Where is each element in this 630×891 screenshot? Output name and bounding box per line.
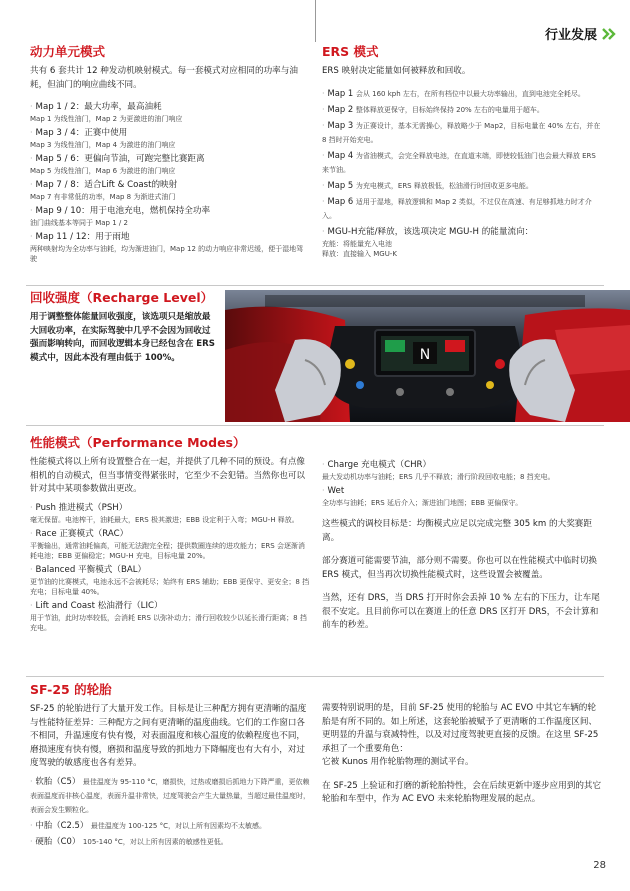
ers-mode-desc: 会从 160 kph 左右，在所有档位中以最大功率输出，直到电池完全耗尽。 bbox=[355, 89, 585, 98]
recharge-title: 回收强度（Recharge Level） bbox=[30, 290, 214, 305]
performance-intro: 性能模式将以上所有设置整合在一起，并提供了几种不同的预设。有点像相机的自动模式，但当事情变得紧张时，它至少不会犯错。当然你也可以针对其中某项参数做出更改。 bbox=[30, 457, 306, 494]
tyres-list bbox=[30, 775, 310, 849]
tyre-desc: 最佳温度为 95-110 °C，磨损快，过热或磨损后抓地力下降严重，更依赖表面温度而非核心温度，表面升温非常快，过度驾驶会产生大量热量，当超过最佳温度时，表面会发生颗粒化。 bbox=[30, 777, 310, 814]
tyre-item: · 软胎（C5） 最佳温度为 95-110 °C，磨损快，过热或磨损后抓地力下降严重，更依赖表面温度而非核心温度，表面升温非常快，过度驾驶会产生大量热量，当超过最佳温度时，表面会发生颗粒化。 bbox=[30, 775, 310, 814]
ers-mode-item: · Map 1 会从 160 kph 左右，在所有档位中以最大功率输出，直到电池完全耗尽。 bbox=[322, 87, 585, 98]
tyres-para1: SF-25 的轮胎进行了大量开发工作。目标是让三种配方拥有更清晰的温度与性能特征差异：三种配方之间有更清晰的温度曲线。它们的工作窗口各不相同，升温速度有快有慢，对表面温度和核心温度的依赖程度也不同，磨损速度有快有慢，磨损和温度导致的抓地力下降幅度也有大有小，对过度驾驶的敏感度也各有差异。 bbox=[30, 704, 307, 768]
svg-text:N: N bbox=[419, 347, 431, 363]
performance-mode-desc: 全功率与油耗；ERS 延后介入；渐进油门地图；EBB 更偏保守。 bbox=[322, 499, 523, 507]
tyres-para2: 需要特别说明的是，目前 SF-25 使用的轮胎与 AC EVO 中其它车辆的轮胎是有所不同的。如上所述，这套轮胎被赋予了更清晰的工作温度区间、更明显的升温与衰减特性，以及对过度驾驶更直接的反馈。在这里 SF-25 承担了一个重要角色： 它被 Kunos 用作轮胎物理的测试平台。 bbox=[322, 703, 599, 767]
performance-right bbox=[322, 456, 604, 633]
performance-mode-desc: 平衡输出，通常油耗偏高，可能无法跑完全程；提供数圈连续的进攻能力；ERS 会逐渐消耗电池；EBB 更偏稳定；MGU-H 充电，目标电量 20%。 bbox=[30, 541, 305, 560]
ers-mode-desc: 适用于湿地，释放逻辑和 Map 2 类似，不过仅在高速、有足够抓地力时才介入。 bbox=[322, 197, 592, 220]
power-mode-head: · Map 3 / 4：正赛中使用 bbox=[30, 128, 128, 138]
performance-mode-desc: 毫无保留。电池榨干，油耗最大，ERS 极其激进；EBB 设定利于入弯；MGU-H 释放。 bbox=[30, 515, 299, 524]
header bbox=[545, 24, 616, 43]
ers-mode-desc: 为充电模式，ERS 释放极低，松油滑行时回收更多电能。 bbox=[355, 181, 533, 190]
performance-para3: 当然，还有 DRS，当 DRS 打开时你会丢掉 10 % 左右的下压力，让车尾很不安定。且目前你可以在赛道上的任意 DRS 区打开 DRS，不会计算和前车的秒差。 bbox=[322, 593, 600, 630]
power-mode-head-text: Map 9 / 10：用于电池充电，燃机保持全功率 bbox=[35, 206, 211, 216]
cockpit-photo bbox=[225, 290, 630, 422]
power-mode-desc: Map 5 为线性油门，Map 6 为激进的油门响应 bbox=[30, 167, 176, 175]
tyres-para3: 在 SF-25 上验证和打磨的新轮胎特性，会在后续更新中逐步应用到的其它轮胎和车型中，作为 AC EVO 未来轮胎物理发展的起点。 bbox=[322, 780, 602, 804]
ers-modes-list bbox=[322, 87, 604, 223]
tyre-item: · 硬胎（C0） 105-140 °C，对以上所有因素的敏感性更低。 bbox=[30, 835, 228, 846]
performance-mode-head: · Lift and Coast 松油滑行（LIC） bbox=[30, 600, 163, 611]
ers-mode-head: Map 1 bbox=[327, 87, 354, 98]
performance-mode-head-text: Balanced 平衡模式（BAL） bbox=[35, 564, 147, 575]
ers-mode-desc: 为省油模式，会完全释放电池，在直道末端，即使较低油门也会最大释放 ERS 来节油。 bbox=[322, 151, 596, 174]
power-mode-desc: 两种映射均为全功率与油耗，均为渐进油门，Map 12 的动力响应非常迟缓，便于湿地驾驶 bbox=[30, 245, 304, 263]
ers-mode-head: Map 2 bbox=[327, 103, 354, 114]
performance-mode-desc: 更节油的比赛模式，电池永远不会被耗尽；始终有 ERS 辅助；EBB 更保守、更安全；8 挡充电；目标电量 40%。 bbox=[30, 577, 310, 596]
performance-section bbox=[30, 435, 310, 633]
ers-mode-item: · Map 2 整体释放更保守，目标始终保持 20% 左右的电量用于超车。 bbox=[322, 103, 544, 114]
performance-mode-desc: 最大发动机功率与油耗；ERS 几乎不释放；滑行阶段回收电能；8 挡充电。 bbox=[322, 473, 555, 481]
performance-mode-item bbox=[30, 563, 310, 597]
mguh-line-release: 释放：直接输入 MGU-K bbox=[322, 249, 397, 258]
recharge-text: 用于调整整体能量回收强度，该选项只是缩放最大回收功率，在实际驾驶中几乎不会因为回收过强而影响转向，而回收逻辑本身已经包含在 ERS 模式中，因此本没有理由低于 100%。 bbox=[30, 312, 215, 363]
performance-mode-head-text: Wet bbox=[327, 486, 345, 496]
power-mode-item bbox=[30, 178, 310, 202]
ers-mode-item: · Map 5 为充电模式，ERS 释放极低，松油滑行时回收更多电能。 bbox=[322, 179, 533, 190]
header-title: 行业发展 bbox=[544, 28, 597, 43]
power-mode-desc: Map 7 有非常低的功率，Map 8 为渐进式油门 bbox=[30, 193, 176, 201]
power-mode-item bbox=[30, 100, 310, 124]
performance-mode-head: · Race 正赛模式（RAC） bbox=[30, 528, 129, 539]
tyres-right bbox=[322, 702, 604, 807]
ers-mode-head: Map 5 bbox=[327, 179, 354, 190]
performance-mode-head: · Wet bbox=[322, 486, 345, 496]
power-modes-section bbox=[30, 44, 310, 264]
power-mode-head-text: Map 1 / 2：最大功率，最高油耗 bbox=[35, 102, 162, 112]
ers-mode-desc: 为正赛设计，基本无需操心，释放略少于 Map2，目标电量在 40% 左右，并在 8 挡时开始充电。 bbox=[322, 121, 601, 144]
tyre-item: · 中胎（C2.5） 最佳温度为 100-125 °C，对以上所有因素均不太敏感。 bbox=[30, 819, 266, 830]
performance-mode-head-text: Charge 充电模式（CHR） bbox=[327, 460, 432, 470]
power-mode-head: · Map 1 / 2：最大功率，最高油耗 bbox=[30, 102, 162, 112]
performance-mode-head: · Push 推进模式（PSH） bbox=[30, 502, 128, 513]
performance-list-right bbox=[322, 458, 604, 508]
ers-mode-head: Map 4 bbox=[327, 149, 354, 160]
performance-mode-item bbox=[322, 458, 604, 482]
performance-para2: 部分赛道可能需要节油，部分则不需要。你也可以在性能模式中临时切换 ERS 模式，但当再次切换性能模式时，这些设置会被覆盖。 bbox=[322, 556, 598, 580]
tyre-desc: 105-140 °C，对以上所有因素的敏感性更低。 bbox=[82, 837, 228, 846]
power-mode-head-text: Map 7 / 8：适合Lift & Coast的映射 bbox=[35, 180, 178, 190]
power-mode-item bbox=[30, 126, 310, 150]
ers-modes-intro: ERS 映射决定能量如何被释放和回收。 bbox=[322, 66, 471, 76]
performance-mode-head-text: Lift and Coast 松油滑行（LIC） bbox=[35, 600, 163, 611]
power-mode-head: · Map 11 / 12：用于雨地 bbox=[30, 232, 130, 242]
ers-mode-head: Map 3 bbox=[327, 119, 354, 130]
tyre-head: 硬胎（C0） bbox=[35, 835, 81, 846]
power-mode-item bbox=[30, 152, 310, 176]
tyre-desc: 最佳温度为 100-125 °C，对以上所有因素均不太敏感。 bbox=[90, 821, 266, 830]
power-mode-head: · Map 5 / 6：更偏向节油，可跑完整比赛距离 bbox=[30, 154, 205, 164]
power-mode-head: · Map 7 / 8：适合Lift & Coast的映射 bbox=[30, 180, 178, 190]
performance-mode-item bbox=[322, 484, 604, 508]
ers-modes-title: ERS 模式 bbox=[322, 44, 379, 59]
performance-mode-desc: 用于节油，此时功率较低，会消耗 ERS 以弥补动力；滑行回收较少以延长滑行距离；8 挡充电。 bbox=[30, 613, 307, 632]
power-mode-item bbox=[30, 204, 310, 228]
power-mode-head-text: Map 11 / 12：用于雨地 bbox=[35, 232, 130, 242]
ers-mode-item: · Map 6 适用于湿地，释放逻辑和 Map 2 类似，不过仅在高速、有足够抓地力时才介入。 bbox=[322, 195, 592, 220]
power-mode-item bbox=[30, 230, 310, 264]
ers-mode-item: · Map 4 为省油模式，会完全释放电池，在直道末端，即使较低油门也会最大释放 ERS 来节油。 bbox=[322, 149, 596, 174]
recharge-section bbox=[30, 290, 218, 365]
ers-mode-item: · Map 3 为正赛设计，基本无需操心，释放略少于 Map2，目标电量在 40% 左右，并在 8 挡时开始充电。 bbox=[322, 119, 601, 144]
power-mode-head-text: Map 5 / 6：更偏向节油，可跑完整比赛距离 bbox=[35, 154, 205, 164]
performance-mode-head: · Charge 充电模式（CHR） bbox=[322, 460, 432, 470]
power-modes-intro: 共有 6 套共计 12 种发动机映射模式。每一套模式对应相同的功率与油耗，但油门的响应曲线不同。 bbox=[30, 66, 298, 90]
performance-list bbox=[30, 501, 310, 633]
performance-mode-head-text: Push 推进模式（PSH） bbox=[35, 502, 128, 513]
tyre-head: 软胎（C5） bbox=[35, 775, 81, 786]
tyres-title: SF-25 的轮胎 bbox=[30, 682, 112, 697]
performance-para1: 这些模式的调校目标是：均衡模式应足以完成完整 305 km 的大奖赛距离。 bbox=[322, 519, 592, 543]
mguh-line-charge: 充能：将能量充入电池 bbox=[322, 239, 392, 248]
page-number: 28 bbox=[593, 860, 606, 871]
power-mode-head-text: Map 3 / 4：正赛中使用 bbox=[35, 128, 128, 138]
divider bbox=[26, 285, 604, 286]
power-mode-head: · Map 9 / 10：用于电池充电，燃机保持全功率 bbox=[30, 206, 211, 216]
header-divider bbox=[315, 0, 316, 42]
performance-mode-head: · Balanced 平衡模式（BAL） bbox=[30, 564, 147, 575]
power-modes-list bbox=[30, 100, 310, 264]
divider bbox=[26, 676, 604, 677]
power-mode-desc: Map 1 为线性油门，Map 2 为更激进的油门响应 bbox=[30, 115, 183, 123]
tyre-head: 中胎（C2.5） bbox=[35, 819, 89, 830]
power-mode-desc: 油门曲线基本等同于 Map 1 / 2 bbox=[30, 219, 128, 227]
performance-mode-head-text: Race 正赛模式（RAC） bbox=[35, 528, 129, 539]
performance-mode-item bbox=[30, 501, 310, 525]
ers-modes-section bbox=[322, 44, 604, 259]
performance-mode-item bbox=[30, 599, 310, 633]
divider bbox=[26, 425, 604, 426]
ers-mode-desc: 整体释放更保守，目标始终保持 20% 左右的电量用于超车。 bbox=[355, 105, 544, 114]
mguh-head: · MGU-H充能/释放，该选项决定 MGU-H 的能量流向： bbox=[322, 226, 534, 237]
power-mode-desc: Map 3 为线性油门，Map 4 为激进的油门响应 bbox=[30, 141, 176, 149]
tyres-para2b: 它被 Kunos 用作轮胎物理的测试平台。 bbox=[322, 757, 474, 767]
ers-mode-head: Map 6 bbox=[327, 195, 354, 206]
performance-title: 性能模式（Performance Modes） bbox=[30, 435, 246, 450]
power-modes-title: 动力单元模式 bbox=[30, 44, 106, 59]
double-chevron-icon bbox=[602, 28, 616, 40]
tyres-section bbox=[30, 682, 310, 851]
performance-mode-item bbox=[30, 527, 310, 561]
